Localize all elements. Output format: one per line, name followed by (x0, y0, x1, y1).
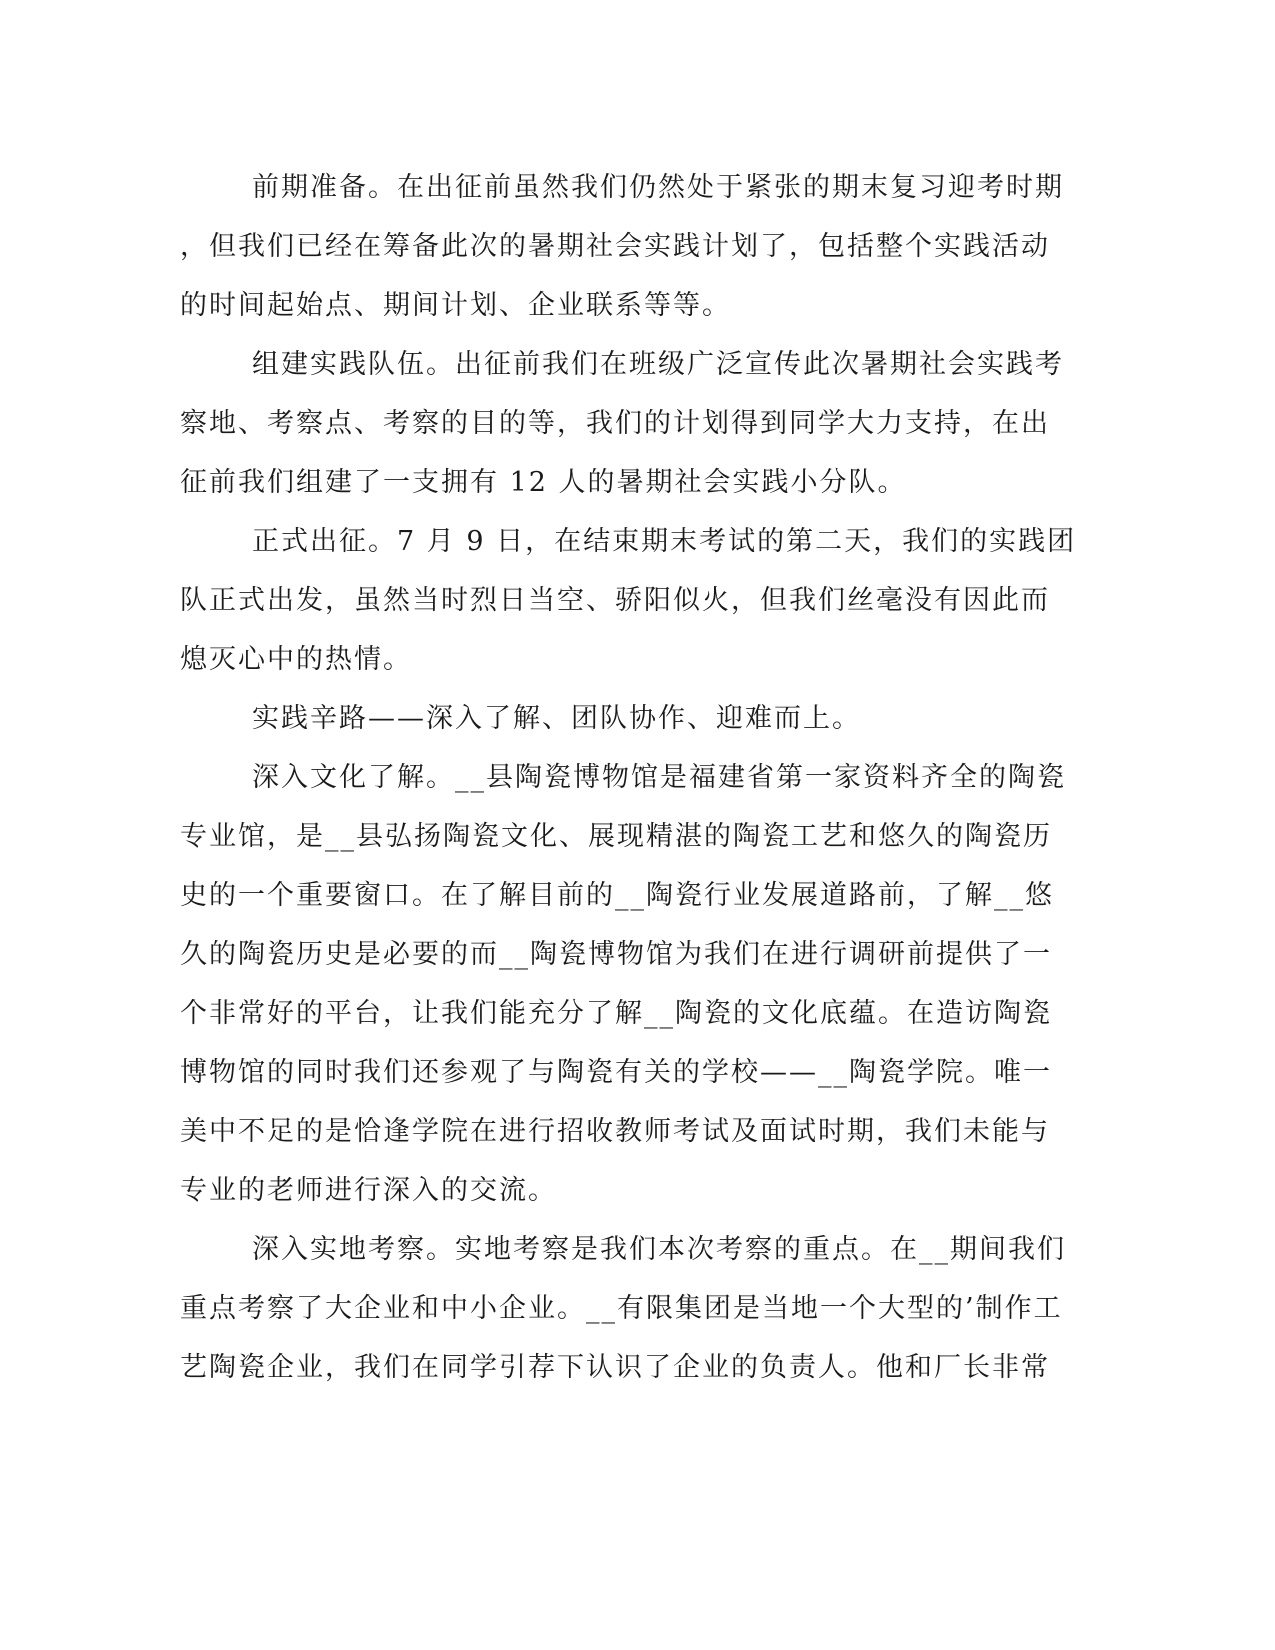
paragraph-2-line-3: 征前我们组建了一支拥有 12 人的暑期社会实践小分队。 (180, 467, 907, 498)
paragraph-5-line-8: 专业的老师进行深入的交流。 (180, 1175, 557, 1206)
paragraph-1-line-2: ，但我们已经在筹备此次的暑期社会实践计划了，包括整个实践活动 (180, 231, 1050, 262)
paragraph-6-line-2: 重点考察了大企业和中小企业。__有限集团是当地一个大型的’制作工 (180, 1293, 1063, 1324)
paragraph-5-line-4: 久的陶瓷历史是必要的而__陶瓷博物馆为我们在进行调研前提供了一 (180, 939, 1052, 970)
paragraph-3-line-2: 队正式出发，虽然当时烈日当空、骄阳似火，但我们丝毫没有因此而 (180, 585, 1050, 616)
paragraph-3-line-3: 熄灭心中的热情。 (180, 644, 412, 675)
paragraph-6-line-3: 艺陶瓷企业，我们在同学引荐下认识了企业的负责人。他和厂长非常 (180, 1352, 1050, 1383)
paragraph-5-line-7: 美中不足的是恰逢学院在进行招收教师考试及面试时期，我们未能与 (180, 1116, 1050, 1147)
paragraph-5-line-1: 深入文化了解。__县陶瓷博物馆是福建省第一家资料齐全的陶瓷 (252, 762, 1066, 793)
paragraph-1-line-1: 前期准备。在出征前虽然我们仍然处于紧张的期末复习迎考时期 (252, 172, 1064, 203)
paragraph-2-line-1: 组建实践队伍。出征前我们在班级广泛宣传此次暑期社会实践考 (252, 349, 1064, 380)
paragraph-4-line-1: 实践辛路——深入了解、团队协作、迎难而上。 (252, 703, 861, 734)
paragraph-5-line-5: 个非常好的平台，让我们能充分了解__陶瓷的文化底蕴。在造访陶瓷 (180, 998, 1052, 1029)
paragraph-6-line-1: 深入实地考察。实地考察是我们本次考察的重点。在__期间我们 (252, 1234, 1066, 1265)
paragraph-5-line-6: 博物馆的同时我们还参观了与陶瓷有关的学校——__陶瓷学院。唯一 (180, 1057, 1052, 1088)
paragraph-3-line-1: 正式出征。7 月 9 日，在结束期末考试的第二天，我们的实践团 (252, 526, 1077, 557)
document-body (180, 158, 1077, 1397)
paragraph-1-line-3: 的时间起始点、期间计划、企业联系等等。 (180, 290, 731, 321)
paragraph-5-line-3: 史的一个重要窗口。在了解目前的__陶瓷行业发展道路前，了解__悠 (180, 880, 1054, 911)
paragraph-5-line-2: 专业馆，是__县弘扬陶瓷文化、展现精湛的陶瓷工艺和悠久的陶瓷历 (180, 821, 1052, 852)
paragraph-2-line-2: 察地、考察点、考察的目的等，我们的计划得到同学大力支持，在出 (180, 408, 1050, 439)
